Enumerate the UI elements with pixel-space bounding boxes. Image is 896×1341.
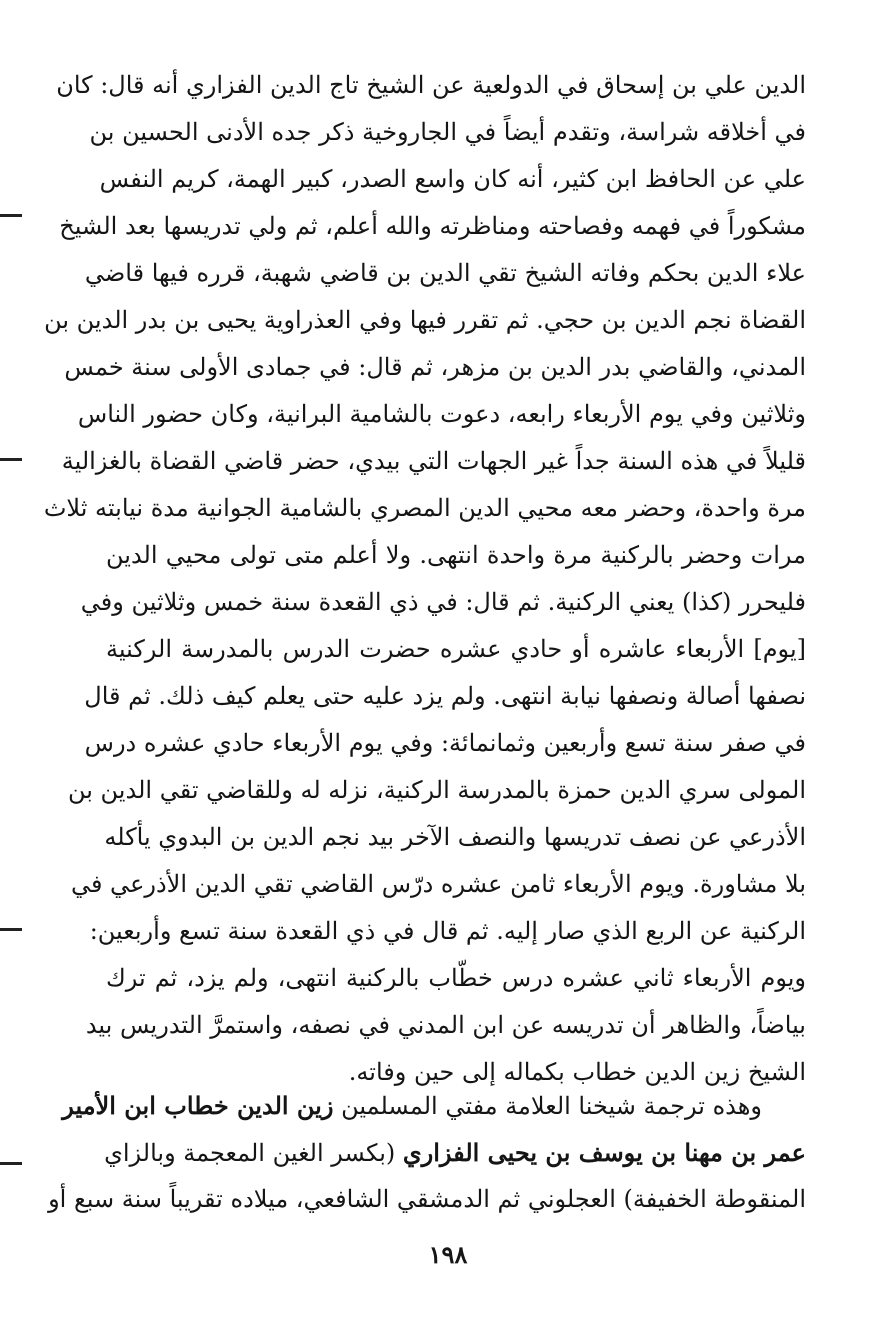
text-line: ويوم الأربعاء ثاني عشره درس خطّاب بالركنية انتهى، ولم يزد، ثم ترك bbox=[106, 964, 806, 992]
text-line: المولى سري الدين حمزة بالمدرسة الركنية، نزله له وللقاضي تقي الدين بن bbox=[67, 776, 806, 804]
page-number: ١٩٨ bbox=[428, 1240, 468, 1269]
text-line: في أخلاقه شراسة، وتقدم أيضاً في الجاروخية ذكر جده الأدنى الحسين بن bbox=[89, 118, 806, 146]
text-line: علاء الدين بحكم وفاته الشيخ تقي الدين بن قاضي شهبة، قرره فيها قاضي bbox=[84, 259, 806, 287]
text-line: في صفر سنة تسع وأربعين وثمانمائة: وفي يوم الأربعاء حادي عشره درس bbox=[84, 729, 806, 757]
paragraph-2 bbox=[48, 1082, 806, 1223]
margin-mark bbox=[0, 1162, 22, 1165]
text-line: علي عن الحافظ ابن كثير، أنه كان واسع الصدر، كبير الهمة، كريم النفس bbox=[99, 165, 806, 193]
bold-name: عمر بن مهنا بن يوسف بن يحيى الفزاري bbox=[402, 1138, 806, 1167]
text-line: فليحرر (كذا) يعني الركنية. ثم قال: في ذي القعدة سنة خمس وثلاثين وفي bbox=[80, 588, 806, 616]
paragraph-1 bbox=[43, 62, 806, 1096]
text-line: مشكوراً في فهمه وفصاحته ومناظرته والله أعلم، ثم ولي تدريسها بعد الشيخ bbox=[59, 212, 806, 240]
text-line: مرات وحضر بالركنية مرة واحدة انتهى. ولا أعلم متى تولى محيي الدين bbox=[106, 541, 806, 569]
text-line: [يوم] الأربعاء عاشره أو حادي عشره حضرت الدرس بالمدرسة الركنية bbox=[106, 635, 806, 663]
text-line: بياضاً، والظاهر أن تدريسه عن ابن المدني في نصفه، واستمرَّ التدريس بيد bbox=[85, 1011, 806, 1039]
text-line: الأذرعي عن نصف تدريسها والنصف الآخر بيد نجم الدين بن البدوي يأكله bbox=[104, 823, 806, 851]
text-line: بلا مشاورة. ويوم الأربعاء ثامن عشره درّس القاضي تقي الدين الأذرعي في bbox=[70, 870, 806, 898]
text-run: (بكسر الغين المعجمة وبالزاي bbox=[104, 1139, 396, 1167]
margin-mark bbox=[0, 214, 22, 217]
text-line: نصفها أصالة ونصفها نيابة انتهى. ولم يزد عليه حتى يعلم كيف ذلك. ثم قال bbox=[84, 682, 806, 710]
text-line: المنقوطة الخفيفة) العجلوني ثم الدمشقي الشافعي، ميلاده تقريباً سنة سبع أو bbox=[48, 1185, 806, 1213]
text-line: مرة واحدة، وحضر معه محيي الدين المصري بالشامية الجوانية مدة نيابته ثلاث bbox=[43, 494, 806, 522]
bold-name: زين الدين خطاب ابن الأمير bbox=[62, 1091, 334, 1120]
margin-mark bbox=[0, 458, 22, 461]
text-line: وثلاثين وفي يوم الأربعاء رابعه، دعوت بالشامية البرانية، وكان حضور الناس bbox=[77, 400, 806, 428]
text-line bbox=[62, 1082, 806, 1129]
text-line: الدين علي بن إسحاق في الدولعية عن الشيخ تاج الدين الفزاري أنه قال: كان bbox=[56, 71, 806, 99]
text-line bbox=[106, 1129, 806, 1176]
text-line: الركنية عن الربع الذي صار إليه. ثم قال في ذي القعدة سنة تسع وأربعين: bbox=[89, 917, 806, 945]
text-line: قليلاً في هذه السنة جداً غير الجهات التي بيدي، حضر قاضي القضاة بالغزالية bbox=[61, 447, 806, 475]
text-line: القضاة نجم الدين بن حجي. ثم تقرر فيها وفي العذراوية يحيى بن بدر الدين بن bbox=[44, 306, 806, 334]
text-run: وهذه ترجمة شيخنا العلامة مفتي المسلمين bbox=[341, 1092, 762, 1120]
text-line: الشيخ زين الدين خطاب بكماله إلى حين وفاته. bbox=[348, 1058, 806, 1086]
margin-mark bbox=[0, 928, 22, 931]
text-line: المدني، والقاضي بدر الدين بن مزهر، ثم قال: في جمادى الأولى سنة خمس bbox=[64, 353, 806, 381]
